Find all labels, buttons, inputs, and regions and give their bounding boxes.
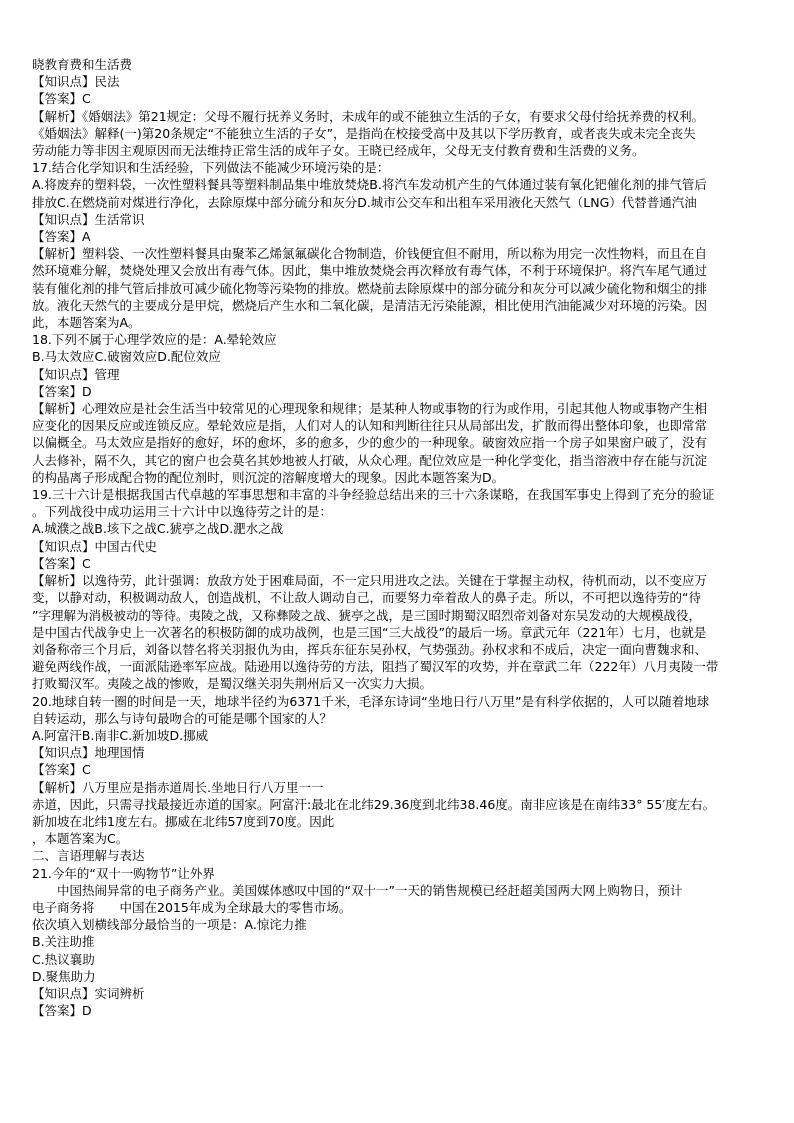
text-line: 然环境难分解，焚烧处理又会放出有毒气体。因此，集中堆放焚烧会再次释放有毒气体，不利于环境保护。将汽车尾气通过 [32, 263, 708, 279]
text-line: 【知识点】中国古代史 [32, 538, 158, 554]
text-line: 电子商务将 中国在2015年成为全球最大的零售市场。 [32, 899, 352, 915]
text-line: 此，本题答案为A。 [32, 315, 141, 331]
text-line: 的构晶离子形成配合物的配位剂时，则沉淀的溶解度增大的现象。因此本题答案为D。 [32, 469, 505, 485]
text-line: 【知识点】民法 [32, 74, 120, 90]
text-line: 【解析】心理效应是社会生活当中较常见的心理现象和规律；是某种人物或事物的行为或作用，引起其他人物或事物产生相 [32, 401, 708, 417]
text-line: A.阿富汗B.南非C.新加坡D.挪威 [32, 727, 209, 743]
text-line: 【答案】D [32, 1003, 92, 1019]
text-line: 【知识点】地理国情 [32, 745, 145, 761]
text-line: A.将废弃的塑料袋，一次性塑料餐具等塑料制品集中堆放焚烧B.将汽车发动机产生的气体通过装有氧化钯催化剂的排气管后 [32, 177, 707, 193]
text-line: 【答案】A [32, 229, 91, 245]
text-line: 【答案】C [32, 555, 91, 571]
text-line: 【答案】C [32, 762, 91, 778]
text-line: 【解析】《婚姻法》第21规定：父母不履行抚养义务时，未成年的或不能独立生活的子女，有要求父母付给抚养费的权利。 [32, 108, 705, 124]
text-line: 是中国古代战争史上一次著名的积极防御的成功战例，也是三国“三大战役”的最后一场。章武元年（221年）七月，也就是 [32, 624, 707, 640]
text-line: B.关注助推 [32, 934, 95, 950]
text-line: 20.地球自转一圈的时间是一天，地球半径约为6371千米，毛泽东诗词“坐地日行八万里”是有科学依据的，人可以随着地球 [32, 693, 710, 709]
text-line: 避免两线作战，一面派陆逊率军应战。陆逊用以逸待劳的方法，阻挡了蜀汉军的攻势，并在章武二年（222年）八月夷陵一带 [32, 659, 719, 675]
text-line: 自转运动，那么与诗句最吻合的可能是哪个国家的人？ [32, 710, 333, 726]
text-line: ”字理解为消极被动的等待。夷陵之战，又称彝陵之战、猇亭之战，是三国时期蜀汉昭烈帝刘备对东吴发动的大规模战役， [32, 607, 701, 623]
document-page [32, 56, 768, 1019]
text-line: 应变化的因果反应或连锁反应。晕轮效应是指，人们对人的认知和判断往往只从局部出发，扩散而得出整体印象，也即常常 [32, 418, 708, 434]
text-line: 变，以静对动，积极调动敌人，创造战机，不让敌人调动自己，而要努力牵着敌人的鼻子走。所以，不可把以逸待劳的“待 [32, 590, 701, 606]
text-line: 17.结合化学知识和生活经验，下列做法不能减少环境污染的是： [32, 160, 390, 176]
text-line: A.城濮之战B.垓下之战C.猇亭之战D.淝水之战 [32, 521, 284, 537]
text-line: 人去修补，隔不久，其它的窗户也会莫名其妙地被人打破，从众心理。配位效应是一种化学变化，指当溶液中存在能与沉淀 [32, 452, 708, 468]
text-line: 打败蜀汉军。夷陵之战的惨败，是蜀汉继关羽失荆州后又一次实力大损。 [32, 676, 433, 692]
text-line: 【答案】D [32, 383, 92, 399]
text-line: C.热议襄助 [32, 951, 95, 967]
text-line: 二、言语理解与表达 [32, 848, 145, 864]
text-line: 【解析】塑料袋、一次性塑料餐具由聚苯乙烯氯氟碳化合物制造，价钱便宜但不耐用，所以称为用完一次性物料，而且在自 [32, 246, 708, 262]
text-line: 依次填入划横线部分最恰当的一项是：A.惊诧力推 [32, 917, 307, 933]
text-line: 晓教育费和生活费 [32, 57, 133, 72]
text-line: 《婚姻法》解释(一)第20条规定“不能独立生活的子女”，是指尚在校接受高中及其以下学历教育，或者丧失或未完全丧失 [32, 125, 696, 141]
text-line: 21.今年的“双十一购物节”让外界 [32, 865, 215, 881]
text-line: 19.三十六计是根据我国古代卓越的军事思想和丰富的斗争经验总结出来的三十六条谋略，在我国军事史上得到了充分的验证 [32, 487, 715, 503]
text-line: 以偏概全。马太效应是指好的愈好，坏的愈坏，多的愈多，少的愈少的一种现象。破窗效应指一个房子如果窗户破了，没有 [32, 435, 708, 451]
text-line: 【知识点】管理 [32, 366, 120, 382]
text-line: 劳动能力等非因主观原因而无法维持正常生活的成年子女。王晓已经成年，父母无支付教育费和生活费的义务。 [32, 143, 645, 159]
text-line: 【解析】以逸待劳，此计强调：放敌方处于困难局面，不一定只用进攻之法。关键在于掌握主动权，待机而动，以不变应万 [32, 573, 708, 589]
text-line: 放。液化天然气的主要成分是甲烷，燃烧后产生水和二氧化碳，是清洁无污染能源，相比使用汽油能减少对环境的污染。因 [32, 297, 708, 313]
text-line: ，本题答案为C。 [32, 831, 129, 847]
text-line: 18.下列不属于心理学效应的是：A.晕轮效应 [32, 332, 277, 348]
text-line: B.马太效应C.破窗效应D.配位效应 [32, 349, 221, 365]
text-line: 排放C.在燃烧前对煤进行净化，去除原煤中部分硫分和灰分D.城市公交车和出租车采用液化天然气（LNG）代替普通汽油 [32, 194, 697, 210]
text-line: 新加坡在北纬1度左右。挪威在北纬57度到70度。因此 [32, 813, 335, 829]
text-line: 。下列战役中成功运用三十六计中以逸待劳之计的是： [32, 504, 333, 520]
text-line: 刘备称帝三个月后，刘备以替名将关羽报仇为由，挥兵东征东吴孙权，气势强劲。孙权求和不成后，决定一面向曹魏求和、 [32, 641, 708, 657]
text-line: 【知识点】生活常识 [32, 211, 145, 227]
text-line: D.聚焦助力 [32, 968, 96, 984]
text-line: 【解析】八万里应是指赤道周长.坐地日行八万里一一 [32, 779, 324, 795]
text-line: 赤道，因此，只需寻找最接近赤道的国家。阿富汗:最北在北纬29.36度到北纬38.46度。南非应该是在南纬33° 55′度左右。 [32, 796, 716, 812]
text-line: 中国热闹异常的电子商务产业。美国媒体感叹中国的“双十一”一天的销售规模已经赶超美国两大网上购物日，预计 [32, 882, 683, 898]
text-line: 【知识点】实词辨析 [32, 985, 145, 1001]
text-line: 【答案】C [32, 91, 91, 107]
text-line: 装有催化剂的排气管后排放可减少硫化物等污染物的排放。燃烧前去除原煤中的部分硫分和灰分可以减少硫化物和烟尘的排 [32, 280, 708, 296]
